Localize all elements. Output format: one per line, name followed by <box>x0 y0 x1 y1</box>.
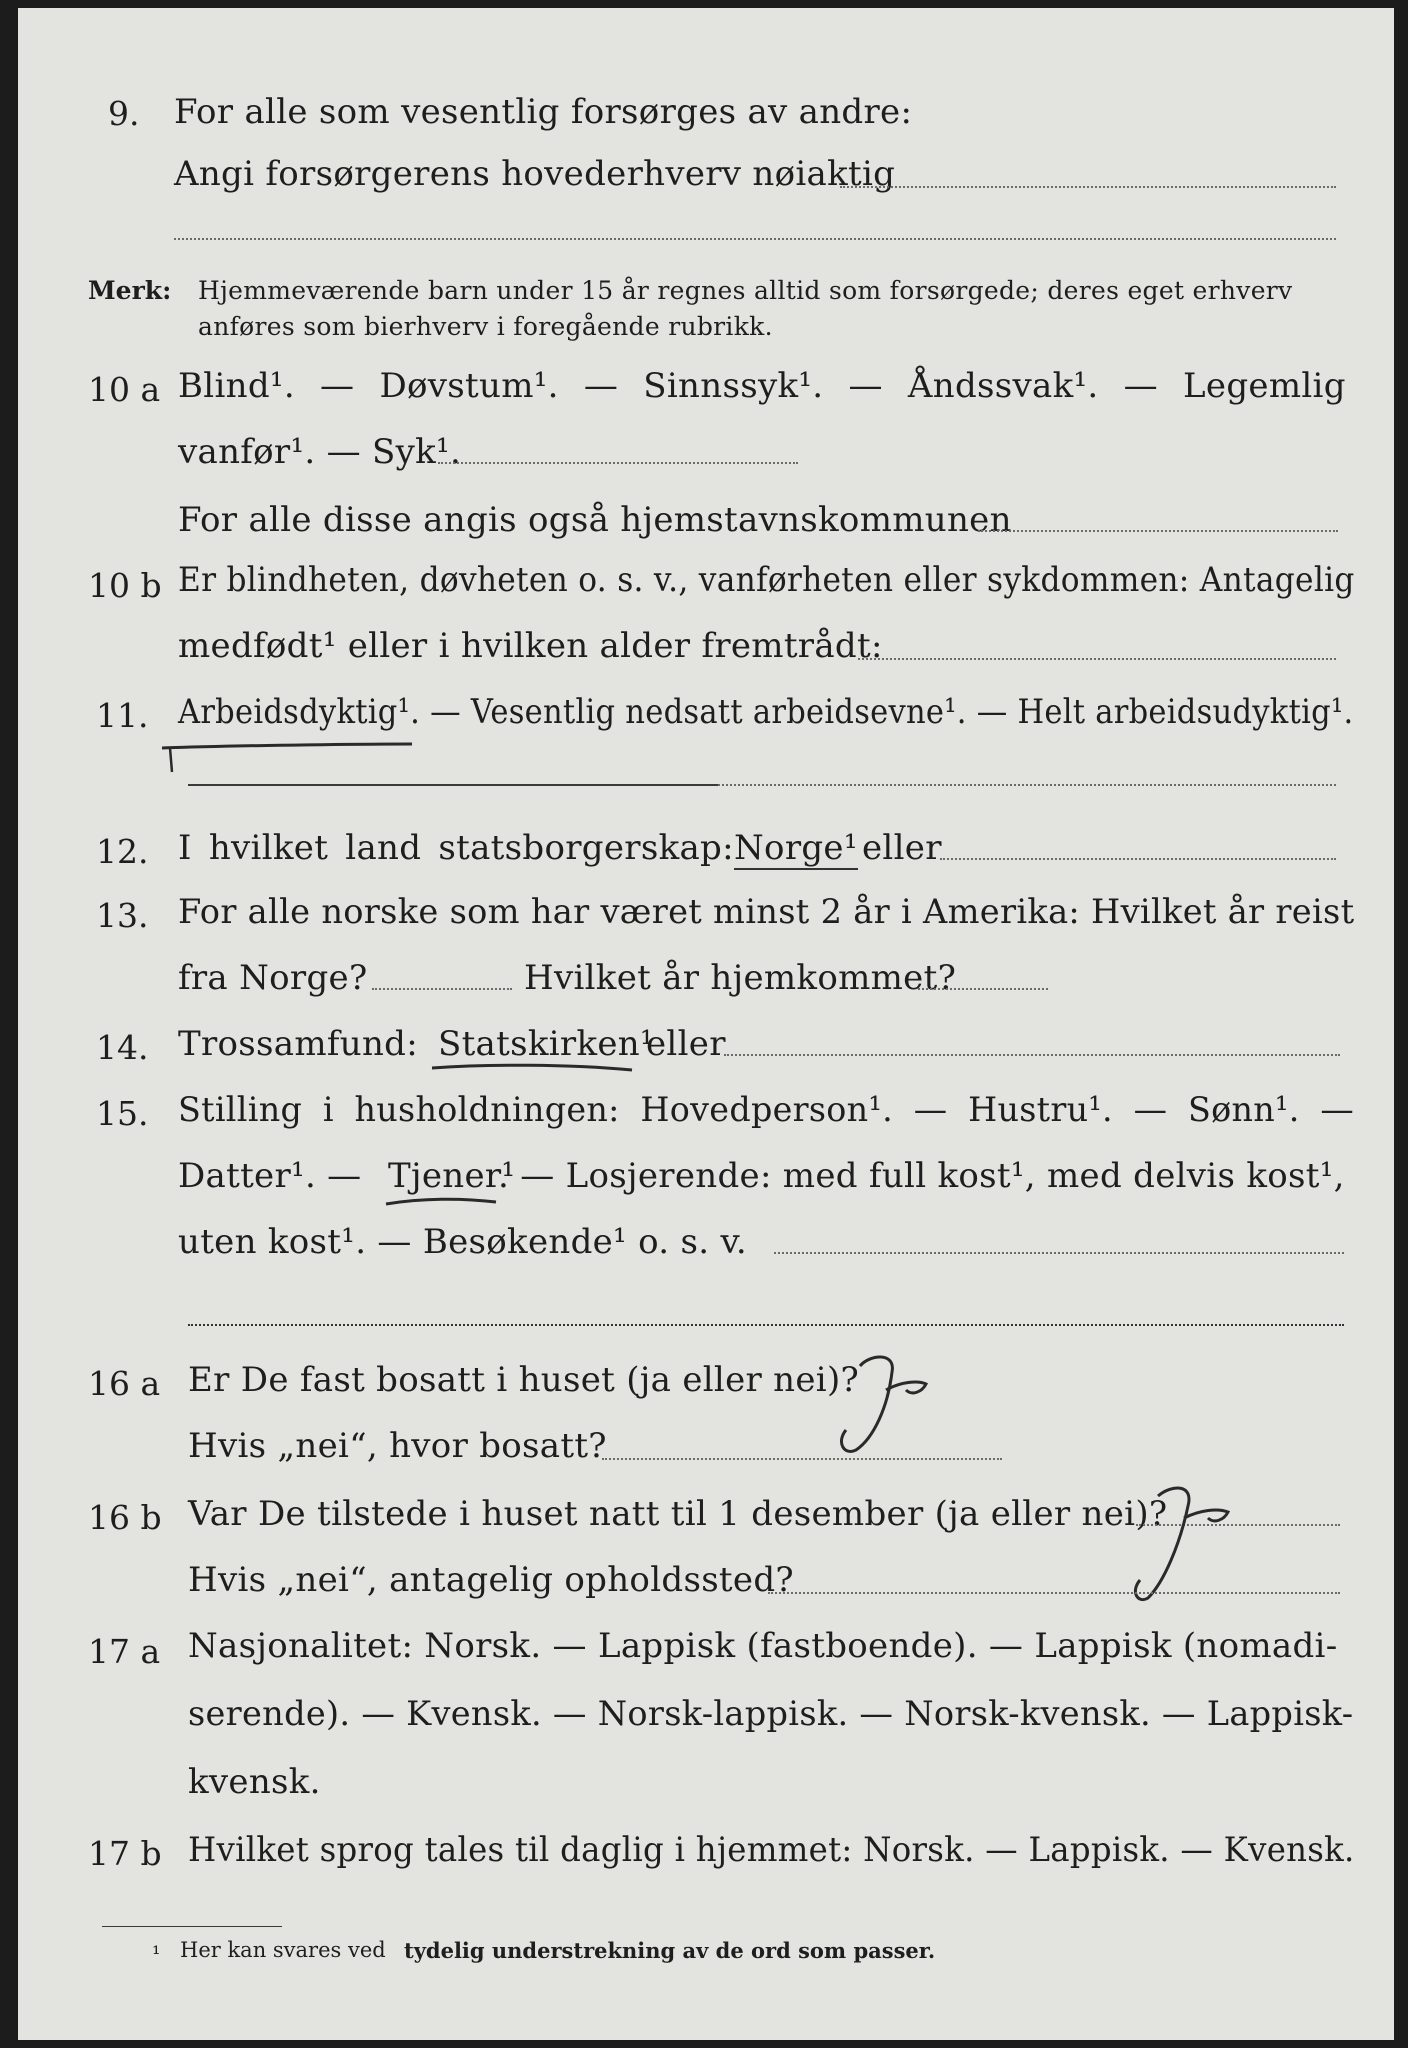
q11-number: 11. <box>96 696 149 735</box>
q10a-kommune-line[interactable] <box>978 530 1338 532</box>
q15-answer-line[interactable] <box>774 1252 1344 1254</box>
q10a-line1: Blind¹. — Døvstum¹. — Sinnssyk¹. — Åndssvak¹. — Legemlig <box>178 366 1346 406</box>
q16a-line1: Er De fast bosatt i huset (ja eller nei)? <box>188 1360 860 1400</box>
q14-number: 14. <box>96 1028 149 1067</box>
q14-statskirken: Statskirken¹ <box>438 1024 654 1064</box>
q17a-line1: Nasjonalitet: Norsk. — Lappisk (fastboende). — Lappisk (nomadi- <box>188 1626 1338 1666</box>
q12-suffix: eller <box>862 828 942 868</box>
q9-line2: Angi forsørgerens hovederhverv nøiaktig <box>174 154 896 194</box>
q9-number: 9. <box>108 94 140 133</box>
census-form-page <box>18 8 1394 2040</box>
q12-answer-line[interactable] <box>940 858 1336 860</box>
q10b-line2: medfødt¹ eller i hvilken alder fremtrådt: <box>178 626 883 666</box>
q10a-line3: For alle disse angis også hjemstavnskommunen <box>178 500 1012 540</box>
q15-tjener: Tjener¹ <box>388 1156 516 1196</box>
q17b-number: 17 b <box>88 1834 162 1873</box>
merk-line1: Hjemmeværende barn under 15 år regnes alltid som forsørgede; deres eget erhverv <box>198 276 1293 305</box>
q16a-handwritten-answer <box>826 1346 976 1456</box>
q9-answer-line-2[interactable] <box>174 238 1336 240</box>
q16a-line2: Hvis „nei“, hvor bosatt? <box>188 1426 607 1466</box>
q16a-answer-line[interactable] <box>602 1458 1002 1460</box>
q14-prefix: Trossamfund: <box>178 1024 419 1064</box>
q13-line1: For alle norske som har været minst 2 år i Amerika: Hvilket år reist <box>178 892 1355 932</box>
q10b-line1: Er blindheten, døvheten o. s. v., vanførheten eller sykdommen: Antagelig <box>178 560 1355 600</box>
q16b-handwritten-answer <box>1118 1478 1268 1608</box>
q13-hjemkommet-line[interactable] <box>918 988 1048 990</box>
q10a-line2: vanfør¹. — Syk¹. <box>178 432 462 472</box>
q13-number: 13. <box>96 896 149 935</box>
q10b-answer-line[interactable] <box>858 658 1336 660</box>
q9-line1: For alle som vesentlig forsørges av andre: <box>174 92 913 132</box>
merk-label: Merk: <box>88 276 172 305</box>
merk-line2: anføres som bierhverv i foregående rubrikk. <box>198 312 773 341</box>
q14-answer-line[interactable] <box>724 1054 1340 1056</box>
q17a-number: 17 a <box>88 1632 161 1671</box>
q17a-line3: kvensk. <box>188 1762 321 1802</box>
q15-line2b: . — Losjerende: med full kost¹, med delvis kost¹, <box>498 1156 1345 1196</box>
q15-handwritten-underline <box>382 1194 502 1212</box>
q16b-line2: Hvis „nei“, antagelig opholdssted? <box>188 1560 794 1600</box>
q10b-number: 10 b <box>88 566 162 605</box>
q17a-line2: serende). — Kvensk. — Norsk-lappisk. — Norsk-kvensk. — Lappisk- <box>188 1694 1354 1734</box>
footnote-rule <box>102 1926 282 1927</box>
q10a-number: 10 a <box>88 370 161 409</box>
q14-handwritten-underline <box>428 1060 638 1080</box>
q13-reist-line[interactable] <box>372 988 512 990</box>
q12-number: 12. <box>96 832 149 871</box>
q9-answer-line[interactable] <box>840 186 1336 188</box>
q11-answer-rule <box>188 784 718 786</box>
q15-number: 15. <box>96 1094 149 1133</box>
q11-answer-line[interactable] <box>718 784 1336 786</box>
q15-line3: uten kost¹. — Besøkende¹ o. s. v. <box>178 1222 748 1262</box>
q13-line2a: fra Norge? <box>178 958 368 998</box>
q16b-line1: Var De tilstede i huset natt til 1 desember (ja eller nei)? <box>188 1494 1168 1534</box>
footnote-mark: ¹ <box>152 1942 161 1966</box>
footnote-text-b: tydelig understrekning av de ord som passer. <box>404 1938 936 1963</box>
q17b-line1: Hvilket sprog tales til daglig i hjemmet: Norsk. — Lappisk. — Kvensk. <box>188 1830 1355 1870</box>
q13-line2b: Hvilket år hjemkommet? <box>524 958 957 998</box>
q16a-number: 16 a <box>88 1364 161 1403</box>
q16b-opholdssted-line[interactable] <box>768 1592 1340 1594</box>
q12-norge-underlined: Norge¹ <box>734 828 858 868</box>
q15-line2a: Datter¹. — <box>178 1156 362 1196</box>
q12-prefix: I hvilket land statsborgerskap: <box>178 828 734 868</box>
q15-answer-line-2[interactable] <box>188 1324 1344 1326</box>
q16b-number: 16 b <box>88 1498 162 1537</box>
q11-line1: Arbeidsdyktig¹. — Vesentlig nedsatt arbeidsevne¹. — Helt arbeidsudyktig¹. <box>178 692 1354 732</box>
q11-handwritten-underline <box>158 738 418 778</box>
q15-line1: Stilling i husholdningen: Hovedperson¹. — Hustru¹. — Sønn¹. — <box>178 1090 1354 1130</box>
q14-suffix: eller <box>646 1024 726 1064</box>
q10a-answer-line[interactable] <box>438 462 798 464</box>
footnote-text-a: Her kan svares ved <box>180 1938 386 1962</box>
